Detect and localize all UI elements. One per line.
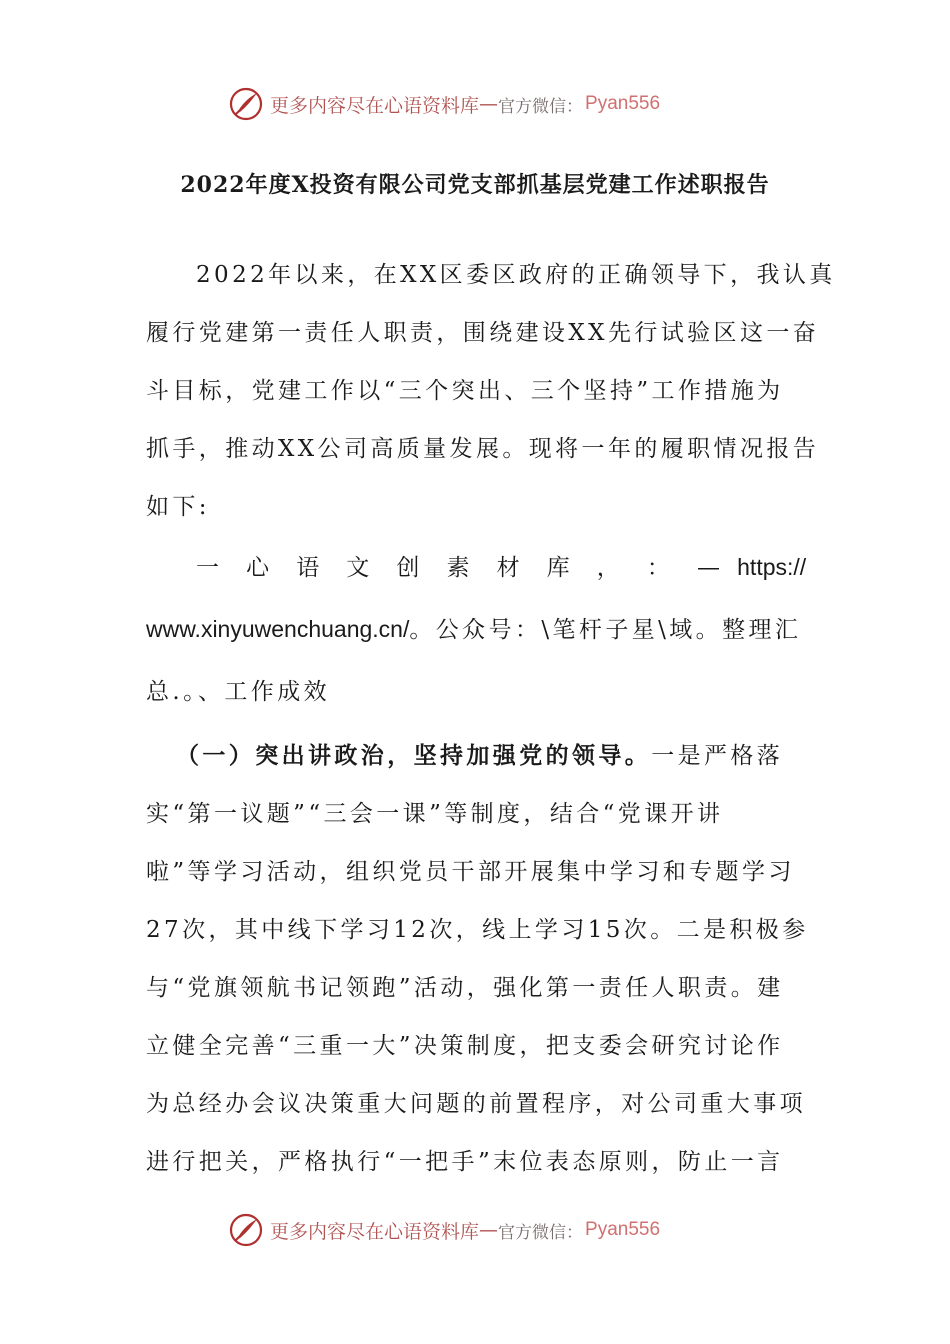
ad-text: 。公众号：\笔杆子星\域。整理汇 [409,617,802,643]
section-line: 实“第一议题”“三会一课”等制度，结合“党课开讲 [146,801,724,827]
section-line: 立健全完善“三重一大”决策制度，把支委会研究讨论作 [146,1033,784,1059]
watermark-text: 更多内容尽在心语资料库 [270,1220,480,1243]
section-heading: （一）突出讲政治，坚持加强党的领导。 [176,742,652,769]
ad-line [146,611,806,644]
watermark-banner-bottom [228,1210,660,1250]
section-line: 27次，其中线下学习12次，线上学习15次。二是积极参 [146,917,809,943]
intro-line: 抓手，推动XX公司高质量发展。现将一年的履职情况报告 [146,436,820,462]
ad-char: 素 [446,555,480,581]
watermark-wechat-id: Pyan556 [585,93,661,114]
ad-char: 文 [346,555,380,581]
section-line: 进行把关，严格执行“一把手”末位表态原则，防止一言 [146,1149,784,1175]
watermark-text: 更多内容尽在心语资料库 [270,94,480,117]
watermark-wechat-label: 官方微信： [498,1222,584,1243]
intro-line: 2022年以来，在XX区委区政府的正确领导下，我认真 [196,262,836,288]
section-line: 与“党旗领航书记领跑”活动，强化第一责任人职责。建 [146,975,784,1001]
ad-line: 总.。、工作成效 [146,679,331,705]
watermark-separator: — [479,93,499,115]
intro-line: 履行党建第一责任人职责，围绕建设XX先行试验区这一奋 [146,320,820,346]
ad-char: 库 [546,555,580,581]
ad-url-start: https:// [737,554,807,580]
ad-url: www.xinyuwenchuang.cn/ [146,616,410,642]
ad-char: ， [596,555,630,581]
quill-logo-icon [228,1212,264,1248]
ad-char: 一 [196,555,229,581]
intro-line: 如下: [146,494,210,520]
section-line: 啦”等学习活动，组织党员干部开展集中学习和专题学习 [146,859,795,885]
ad-char: 材 [496,555,530,581]
quill-logo-icon [228,86,264,122]
ad-char: — [696,555,720,581]
ad-char: 心 [246,555,279,581]
watermark-banner-top [228,84,660,124]
section-text: 一是严格落 [651,743,784,769]
ad-char: 创 [396,555,430,581]
section-first-line [176,737,806,770]
watermark-wechat-id: Pyan556 [585,1219,661,1240]
ad-char: ： [646,555,680,581]
watermark-separator: — [479,1219,499,1241]
watermark-wechat-label: 官方微信： [498,96,584,117]
ad-line [196,549,806,582]
ad-char: 语 [296,555,330,581]
document-title: 2022年度X投资有限公司党支部抓基层党建工作述职报告 [180,172,770,198]
intro-line: 斗目标，党建工作以“三个突出、三个坚持”工作措施为 [146,378,784,404]
section-line: 为总经办会议决策重大问题的前置程序，对公司重大事项 [146,1091,806,1117]
